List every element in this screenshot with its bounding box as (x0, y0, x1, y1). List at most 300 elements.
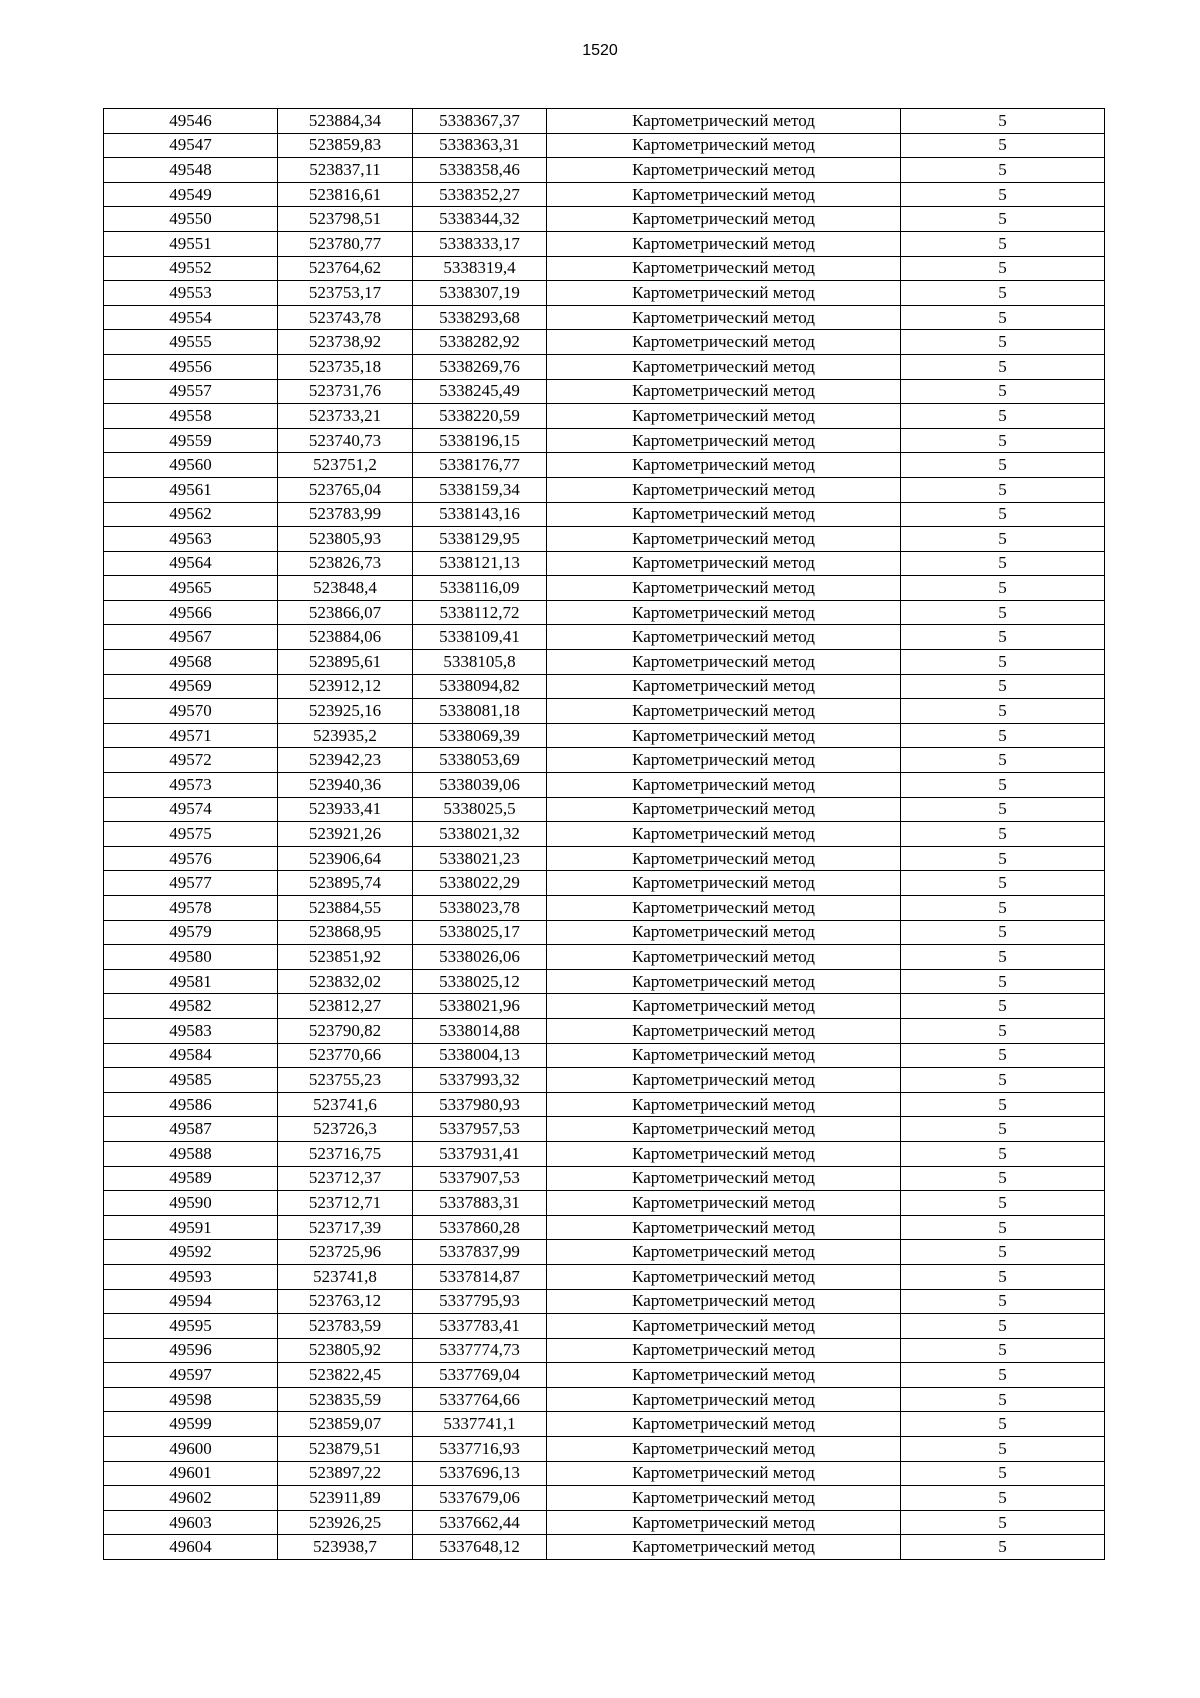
x-coordinate-cell: 523879,51 (278, 1437, 413, 1462)
x-coordinate-cell: 523712,71 (278, 1191, 413, 1216)
accuracy-cell: 5 (901, 379, 1105, 404)
point-number-cell: 49572 (104, 748, 278, 773)
x-coordinate-cell: 523717,39 (278, 1215, 413, 1240)
y-coordinate-cell: 5338220,59 (413, 404, 547, 429)
point-number-cell: 49569 (104, 674, 278, 699)
method-cell: Картометрический метод (547, 1338, 901, 1363)
method-cell: Картометрический метод (547, 551, 901, 576)
method-cell: Картометрический метод (547, 527, 901, 552)
point-number-cell: 49593 (104, 1264, 278, 1289)
table-row (104, 256, 1105, 281)
table-row (104, 1117, 1105, 1142)
point-number-cell: 49547 (104, 133, 278, 158)
accuracy-cell: 5 (901, 1387, 1105, 1412)
accuracy-cell: 5 (901, 1437, 1105, 1462)
y-coordinate-cell: 5338105,8 (413, 650, 547, 675)
accuracy-cell: 5 (901, 1535, 1105, 1560)
table-row (104, 404, 1105, 429)
x-coordinate-cell: 523716,75 (278, 1141, 413, 1166)
x-coordinate-cell: 523753,17 (278, 281, 413, 306)
point-number-cell: 49594 (104, 1289, 278, 1314)
point-number-cell: 49604 (104, 1535, 278, 1560)
accuracy-cell: 5 (901, 650, 1105, 675)
point-number-cell: 49567 (104, 625, 278, 650)
x-coordinate-cell: 523925,16 (278, 699, 413, 724)
method-cell: Картометрический метод (547, 969, 901, 994)
method-cell: Картометрический метод (547, 379, 901, 404)
x-coordinate-cell: 523805,93 (278, 527, 413, 552)
x-coordinate-cell: 523826,73 (278, 551, 413, 576)
accuracy-cell: 5 (901, 1412, 1105, 1437)
accuracy-cell: 5 (901, 1018, 1105, 1043)
point-number-cell: 49580 (104, 945, 278, 970)
table-row (104, 182, 1105, 207)
y-coordinate-cell: 5337860,28 (413, 1215, 547, 1240)
x-coordinate-cell: 523798,51 (278, 207, 413, 232)
table-row (104, 453, 1105, 478)
y-coordinate-cell: 5338053,69 (413, 748, 547, 773)
table-row (104, 109, 1105, 134)
table-row (104, 1215, 1105, 1240)
method-cell: Картометрический метод (547, 207, 901, 232)
point-number-cell: 49551 (104, 231, 278, 256)
table-row (104, 1092, 1105, 1117)
method-cell: Картометрический метод (547, 945, 901, 970)
method-cell: Картометрический метод (547, 1018, 901, 1043)
method-cell: Картометрический метод (547, 182, 901, 207)
x-coordinate-cell: 523822,45 (278, 1363, 413, 1388)
method-cell: Картометрический метод (547, 1240, 901, 1265)
x-coordinate-cell: 523884,34 (278, 109, 413, 134)
method-cell: Картометрический метод (547, 428, 901, 453)
y-coordinate-cell: 5338129,95 (413, 527, 547, 552)
point-number-cell: 49588 (104, 1141, 278, 1166)
table-row (104, 650, 1105, 675)
y-coordinate-cell: 5337679,06 (413, 1486, 547, 1511)
y-coordinate-cell: 5338176,77 (413, 453, 547, 478)
x-coordinate-cell: 523832,02 (278, 969, 413, 994)
accuracy-cell: 5 (901, 1043, 1105, 1068)
point-number-cell: 49577 (104, 871, 278, 896)
point-number-cell: 49570 (104, 699, 278, 724)
y-coordinate-cell: 5338109,41 (413, 625, 547, 650)
method-cell: Картометрический метод (547, 1117, 901, 1142)
x-coordinate-cell: 523933,41 (278, 797, 413, 822)
x-coordinate-cell: 523783,59 (278, 1314, 413, 1339)
method-cell: Картометрический метод (547, 650, 901, 675)
table-row (104, 1191, 1105, 1216)
point-number-cell: 49561 (104, 477, 278, 502)
table-row (104, 330, 1105, 355)
x-coordinate-cell: 523741,6 (278, 1092, 413, 1117)
y-coordinate-cell: 5337993,32 (413, 1068, 547, 1093)
method-cell: Картометрический метод (547, 1486, 901, 1511)
x-coordinate-cell: 523935,2 (278, 723, 413, 748)
point-number-cell: 49558 (104, 404, 278, 429)
method-cell: Картометрический метод (547, 305, 901, 330)
point-number-cell: 49571 (104, 723, 278, 748)
table-row (104, 231, 1105, 256)
point-number-cell: 49552 (104, 256, 278, 281)
y-coordinate-cell: 5337883,31 (413, 1191, 547, 1216)
method-cell: Картометрический метод (547, 920, 901, 945)
point-number-cell: 49597 (104, 1363, 278, 1388)
table-row (104, 1166, 1105, 1191)
y-coordinate-cell: 5338021,32 (413, 822, 547, 847)
point-number-cell: 49568 (104, 650, 278, 675)
point-number-cell: 49582 (104, 994, 278, 1019)
table-row (104, 1387, 1105, 1412)
method-cell: Картометрический метод (547, 133, 901, 158)
accuracy-cell: 5 (901, 158, 1105, 183)
accuracy-cell: 5 (901, 453, 1105, 478)
y-coordinate-cell: 5337662,44 (413, 1510, 547, 1535)
x-coordinate-cell: 523755,23 (278, 1068, 413, 1093)
x-coordinate-cell: 523848,4 (278, 576, 413, 601)
y-coordinate-cell: 5337837,99 (413, 1240, 547, 1265)
table-row (104, 1289, 1105, 1314)
x-coordinate-cell: 523895,61 (278, 650, 413, 675)
method-cell: Картометрический метод (547, 1387, 901, 1412)
y-coordinate-cell: 5338319,4 (413, 256, 547, 281)
coordinates-table (103, 108, 1105, 1560)
y-coordinate-cell: 5338116,09 (413, 576, 547, 601)
point-number-cell: 49576 (104, 846, 278, 871)
y-coordinate-cell: 5338025,5 (413, 797, 547, 822)
table-row (104, 871, 1105, 896)
accuracy-cell: 5 (901, 576, 1105, 601)
table-row (104, 674, 1105, 699)
accuracy-cell: 5 (901, 404, 1105, 429)
y-coordinate-cell: 5337907,53 (413, 1166, 547, 1191)
accuracy-cell: 5 (901, 1314, 1105, 1339)
y-coordinate-cell: 5338021,23 (413, 846, 547, 871)
y-coordinate-cell: 5338143,16 (413, 502, 547, 527)
x-coordinate-cell: 523938,7 (278, 1535, 413, 1560)
y-coordinate-cell: 5337696,13 (413, 1461, 547, 1486)
point-number-cell: 49602 (104, 1486, 278, 1511)
x-coordinate-cell: 523851,92 (278, 945, 413, 970)
table-row (104, 502, 1105, 527)
table-row (104, 576, 1105, 601)
y-coordinate-cell: 5337957,53 (413, 1117, 547, 1142)
x-coordinate-cell: 523735,18 (278, 354, 413, 379)
method-cell: Картометрический метод (547, 1535, 901, 1560)
accuracy-cell: 5 (901, 969, 1105, 994)
point-number-cell: 49590 (104, 1191, 278, 1216)
table-row (104, 1018, 1105, 1043)
point-number-cell: 49601 (104, 1461, 278, 1486)
point-number-cell: 49596 (104, 1338, 278, 1363)
point-number-cell: 49556 (104, 354, 278, 379)
y-coordinate-cell: 5338245,49 (413, 379, 547, 404)
y-coordinate-cell: 5338159,34 (413, 477, 547, 502)
x-coordinate-cell: 523725,96 (278, 1240, 413, 1265)
method-cell: Картометрический метод (547, 1092, 901, 1117)
accuracy-cell: 5 (901, 354, 1105, 379)
x-coordinate-cell: 523866,07 (278, 600, 413, 625)
x-coordinate-cell: 523740,73 (278, 428, 413, 453)
method-cell: Картометрический метод (547, 281, 901, 306)
y-coordinate-cell: 5338269,76 (413, 354, 547, 379)
table-row (104, 1141, 1105, 1166)
table-row (104, 1240, 1105, 1265)
x-coordinate-cell: 523741,8 (278, 1264, 413, 1289)
y-coordinate-cell: 5338023,78 (413, 896, 547, 921)
x-coordinate-cell: 523805,92 (278, 1338, 413, 1363)
accuracy-cell: 5 (901, 1215, 1105, 1240)
method-cell: Картометрический метод (547, 1043, 901, 1068)
y-coordinate-cell: 5337814,87 (413, 1264, 547, 1289)
y-coordinate-cell: 5338039,06 (413, 773, 547, 798)
accuracy-cell: 5 (901, 305, 1105, 330)
point-number-cell: 49564 (104, 551, 278, 576)
method-cell: Картометрический метод (547, 822, 901, 847)
method-cell: Картометрический метод (547, 1412, 901, 1437)
method-cell: Картометрический метод (547, 1068, 901, 1093)
point-number-cell: 49586 (104, 1092, 278, 1117)
method-cell: Картометрический метод (547, 846, 901, 871)
method-cell: Картометрический метод (547, 330, 901, 355)
table-row (104, 527, 1105, 552)
method-cell: Картометрический метод (547, 1215, 901, 1240)
method-cell: Картометрический метод (547, 502, 901, 527)
table-row (104, 133, 1105, 158)
table-row (104, 158, 1105, 183)
y-coordinate-cell: 5338358,46 (413, 158, 547, 183)
method-cell: Картометрический метод (547, 871, 901, 896)
method-cell: Картометрический метод (547, 1264, 901, 1289)
x-coordinate-cell: 523743,78 (278, 305, 413, 330)
x-coordinate-cell: 523790,82 (278, 1018, 413, 1043)
table-row (104, 207, 1105, 232)
x-coordinate-cell: 523868,95 (278, 920, 413, 945)
point-number-cell: 49553 (104, 281, 278, 306)
accuracy-cell: 5 (901, 477, 1105, 502)
x-coordinate-cell: 523764,62 (278, 256, 413, 281)
point-number-cell: 49578 (104, 896, 278, 921)
table-row (104, 920, 1105, 945)
x-coordinate-cell: 523912,12 (278, 674, 413, 699)
table-row (104, 994, 1105, 1019)
table-row (104, 773, 1105, 798)
method-cell: Картометрический метод (547, 896, 901, 921)
x-coordinate-cell: 523731,76 (278, 379, 413, 404)
table-row (104, 1461, 1105, 1486)
point-number-cell: 49548 (104, 158, 278, 183)
point-number-cell: 49555 (104, 330, 278, 355)
method-cell: Картометрический метод (547, 404, 901, 429)
accuracy-cell: 5 (901, 1338, 1105, 1363)
table-row (104, 1437, 1105, 1462)
point-number-cell: 49584 (104, 1043, 278, 1068)
x-coordinate-cell: 523942,23 (278, 748, 413, 773)
accuracy-cell: 5 (901, 1240, 1105, 1265)
point-number-cell: 49550 (104, 207, 278, 232)
y-coordinate-cell: 5338363,31 (413, 133, 547, 158)
accuracy-cell: 5 (901, 133, 1105, 158)
x-coordinate-cell: 523738,92 (278, 330, 413, 355)
point-number-cell: 49589 (104, 1166, 278, 1191)
table-row (104, 379, 1105, 404)
y-coordinate-cell: 5337741,1 (413, 1412, 547, 1437)
accuracy-cell: 5 (901, 1264, 1105, 1289)
y-coordinate-cell: 5338094,82 (413, 674, 547, 699)
accuracy-cell: 5 (901, 699, 1105, 724)
x-coordinate-cell: 523859,07 (278, 1412, 413, 1437)
x-coordinate-cell: 523859,83 (278, 133, 413, 158)
y-coordinate-cell: 5338025,12 (413, 969, 547, 994)
point-number-cell: 49549 (104, 182, 278, 207)
accuracy-cell: 5 (901, 207, 1105, 232)
table-row (104, 1363, 1105, 1388)
table-row (104, 625, 1105, 650)
accuracy-cell: 5 (901, 1141, 1105, 1166)
method-cell: Картометрический метод (547, 354, 901, 379)
accuracy-cell: 5 (901, 674, 1105, 699)
y-coordinate-cell: 5338307,19 (413, 281, 547, 306)
accuracy-cell: 5 (901, 1510, 1105, 1535)
x-coordinate-cell: 523783,99 (278, 502, 413, 527)
y-coordinate-cell: 5338333,17 (413, 231, 547, 256)
x-coordinate-cell: 523895,74 (278, 871, 413, 896)
method-cell: Картометрический метод (547, 674, 901, 699)
y-coordinate-cell: 5337783,41 (413, 1314, 547, 1339)
method-cell: Картометрический метод (547, 625, 901, 650)
method-cell: Картометрический метод (547, 256, 901, 281)
table-row (104, 1510, 1105, 1535)
accuracy-cell: 5 (901, 1289, 1105, 1314)
method-cell: Картометрический метод (547, 1461, 901, 1486)
accuracy-cell: 5 (901, 1092, 1105, 1117)
accuracy-cell: 5 (901, 1068, 1105, 1093)
table-row (104, 1412, 1105, 1437)
x-coordinate-cell: 523765,04 (278, 477, 413, 502)
y-coordinate-cell: 5337716,93 (413, 1437, 547, 1462)
point-number-cell: 49562 (104, 502, 278, 527)
x-coordinate-cell: 523712,37 (278, 1166, 413, 1191)
x-coordinate-cell: 523884,06 (278, 625, 413, 650)
y-coordinate-cell: 5338282,92 (413, 330, 547, 355)
table-row (104, 1486, 1105, 1511)
x-coordinate-cell: 523763,12 (278, 1289, 413, 1314)
x-coordinate-cell: 523884,55 (278, 896, 413, 921)
y-coordinate-cell: 5338367,37 (413, 109, 547, 134)
accuracy-cell: 5 (901, 182, 1105, 207)
y-coordinate-cell: 5337774,73 (413, 1338, 547, 1363)
table-row (104, 723, 1105, 748)
accuracy-cell: 5 (901, 231, 1105, 256)
x-coordinate-cell: 523835,59 (278, 1387, 413, 1412)
method-cell: Картометрический метод (547, 1363, 901, 1388)
coordinates-table-body (104, 109, 1105, 1560)
x-coordinate-cell: 523837,11 (278, 158, 413, 183)
point-number-cell: 49598 (104, 1387, 278, 1412)
method-cell: Картометрический метод (547, 1510, 901, 1535)
y-coordinate-cell: 5338014,88 (413, 1018, 547, 1043)
accuracy-cell: 5 (901, 281, 1105, 306)
accuracy-cell: 5 (901, 600, 1105, 625)
accuracy-cell: 5 (901, 1363, 1105, 1388)
method-cell: Картометрический метод (547, 994, 901, 1019)
y-coordinate-cell: 5338196,15 (413, 428, 547, 453)
table-row (104, 1338, 1105, 1363)
accuracy-cell: 5 (901, 551, 1105, 576)
y-coordinate-cell: 5337648,12 (413, 1535, 547, 1560)
x-coordinate-cell: 523726,3 (278, 1117, 413, 1142)
accuracy-cell: 5 (901, 896, 1105, 921)
method-cell: Картометрический метод (547, 453, 901, 478)
point-number-cell: 49595 (104, 1314, 278, 1339)
method-cell: Картометрический метод (547, 109, 901, 134)
point-number-cell: 49574 (104, 797, 278, 822)
table-row (104, 1535, 1105, 1560)
y-coordinate-cell: 5338121,13 (413, 551, 547, 576)
point-number-cell: 49579 (104, 920, 278, 945)
method-cell: Картометрический метод (547, 231, 901, 256)
table-row (104, 600, 1105, 625)
accuracy-cell: 5 (901, 945, 1105, 970)
y-coordinate-cell: 5338352,27 (413, 182, 547, 207)
point-number-cell: 49600 (104, 1437, 278, 1462)
y-coordinate-cell: 5337931,41 (413, 1141, 547, 1166)
table-row (104, 1314, 1105, 1339)
table-row (104, 969, 1105, 994)
x-coordinate-cell: 523940,36 (278, 773, 413, 798)
y-coordinate-cell: 5338081,18 (413, 699, 547, 724)
point-number-cell: 49599 (104, 1412, 278, 1437)
x-coordinate-cell: 523816,61 (278, 182, 413, 207)
accuracy-cell: 5 (901, 330, 1105, 355)
y-coordinate-cell: 5338344,32 (413, 207, 547, 232)
point-number-cell: 49603 (104, 1510, 278, 1535)
table-row (104, 428, 1105, 453)
page-number: 1520 (582, 42, 618, 59)
method-cell: Картометрический метод (547, 699, 901, 724)
x-coordinate-cell: 523921,26 (278, 822, 413, 847)
y-coordinate-cell: 5338022,29 (413, 871, 547, 896)
table-row (104, 1068, 1105, 1093)
method-cell: Картометрический метод (547, 158, 901, 183)
method-cell: Картометрический метод (547, 1289, 901, 1314)
y-coordinate-cell: 5337795,93 (413, 1289, 547, 1314)
point-number-cell: 49546 (104, 109, 278, 134)
method-cell: Картометрический метод (547, 1166, 901, 1191)
point-number-cell: 49557 (104, 379, 278, 404)
table-row (104, 748, 1105, 773)
y-coordinate-cell: 5338025,17 (413, 920, 547, 945)
x-coordinate-cell: 523733,21 (278, 404, 413, 429)
accuracy-cell: 5 (901, 1486, 1105, 1511)
point-number-cell: 49563 (104, 527, 278, 552)
x-coordinate-cell: 523751,2 (278, 453, 413, 478)
point-number-cell: 49560 (104, 453, 278, 478)
method-cell: Картометрический метод (547, 600, 901, 625)
accuracy-cell: 5 (901, 773, 1105, 798)
table-row (104, 822, 1105, 847)
method-cell: Картометрический метод (547, 1141, 901, 1166)
accuracy-cell: 5 (901, 1461, 1105, 1486)
point-number-cell: 49573 (104, 773, 278, 798)
accuracy-cell: 5 (901, 428, 1105, 453)
x-coordinate-cell: 523812,27 (278, 994, 413, 1019)
accuracy-cell: 5 (901, 109, 1105, 134)
method-cell: Картометрический метод (547, 773, 901, 798)
y-coordinate-cell: 5338293,68 (413, 305, 547, 330)
point-number-cell: 49587 (104, 1117, 278, 1142)
method-cell: Картометрический метод (547, 576, 901, 601)
table-row (104, 797, 1105, 822)
